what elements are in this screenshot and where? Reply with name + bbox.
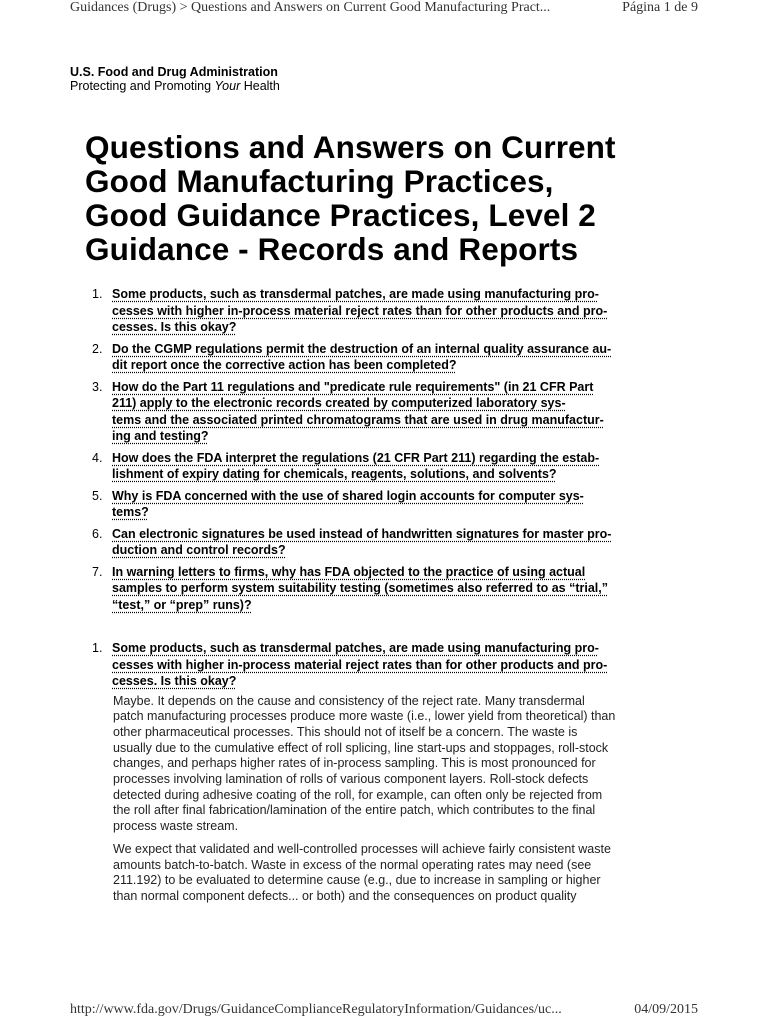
question-number bbox=[85, 341, 112, 374]
answer-paragraph-line: changes, and perhaps higher rates of in-process sampling. This is most pronounced for bbox=[113, 756, 596, 771]
question-number-label: 5. bbox=[92, 488, 103, 503]
answer-question-text bbox=[112, 640, 685, 690]
question-number-label: 2. bbox=[92, 341, 103, 356]
question-text bbox=[112, 379, 685, 445]
question-link-line: “test,” or “prep” runs)? bbox=[112, 597, 252, 612]
question-link-line: lishment of expiry dating for chemicals, reagents, solutions, and solvents? bbox=[112, 467, 557, 481]
agency-tagline-emphasis: Your bbox=[214, 79, 241, 93]
question-link[interactable] bbox=[112, 380, 604, 444]
answer-question-number-label: 1. bbox=[92, 641, 103, 655]
question-list-item bbox=[85, 488, 685, 521]
question-link-line: tems and the associated printed chromatograms that are used in drug manufactur- bbox=[112, 412, 604, 427]
question-list-item bbox=[85, 526, 685, 559]
answer-question-text-line: cesses with higher in-process material reject rates than for other products and pro- bbox=[112, 657, 608, 672]
answer-section bbox=[85, 640, 685, 912]
question-text bbox=[112, 450, 685, 483]
page-title-line: Guidance - Records and Reports bbox=[85, 231, 579, 267]
print-header-breadcrumb: Guidances (Drugs) > Questions and Answers on Current Good Manufacturing Pract... bbox=[70, 0, 551, 15]
page-title bbox=[85, 130, 705, 266]
answer-paragraph-line: than normal component defects... or both) and the consequences on product quality bbox=[113, 888, 577, 903]
question-number-label: 1. bbox=[92, 287, 103, 301]
question-list-item bbox=[85, 564, 685, 614]
question-number bbox=[85, 286, 112, 336]
question-link-line: Can electronic signatures be used instead of handwritten signatures for master pro- bbox=[112, 526, 612, 541]
question-number bbox=[85, 526, 112, 559]
question-list bbox=[85, 286, 685, 618]
question-link-line: 211) apply to the electronic records created by computerized laboratory sys- bbox=[112, 396, 566, 410]
question-link-line: cesses. Is this okay? bbox=[112, 320, 237, 334]
print-header bbox=[70, 0, 698, 18]
agency-tagline-start: Protecting and Promoting bbox=[70, 79, 215, 93]
question-number-label: 6. bbox=[92, 526, 103, 541]
question-link-line: duction and control records? bbox=[112, 543, 286, 557]
question-number bbox=[85, 488, 112, 521]
agency-tagline-end: Health bbox=[240, 79, 280, 93]
question-link[interactable] bbox=[112, 565, 608, 612]
answer-paragraph-line: We expect that validated and well-controlled processes will achieve fairly consistent waste bbox=[113, 841, 611, 856]
question-number-label: 4. bbox=[92, 450, 103, 465]
answer-question-number bbox=[85, 640, 112, 690]
question-link[interactable] bbox=[112, 489, 584, 520]
page-title-line: Questions and Answers on Current bbox=[85, 129, 616, 165]
question-link[interactable] bbox=[112, 451, 599, 482]
answer-paragraph-line: processes involving lamination of rolls of various component layers. Roll-stock defects bbox=[113, 772, 589, 787]
question-link-line: How does the FDA interpret the regulations (21 CFR Part 211) regarding the estab- bbox=[112, 450, 600, 465]
agency-block bbox=[70, 65, 280, 93]
question-link-line: samples to perform system suitability testing (sometimes also referred to as “trial,” bbox=[112, 581, 608, 595]
question-list-item bbox=[85, 286, 685, 336]
answer-body bbox=[113, 694, 685, 905]
question-link-line: How do the Part 11 regulations and "predicate rule requirements" (in 21 CFR Part bbox=[112, 379, 594, 394]
answer-paragraph-line: the roll after final fabrication/lamination of the entire patch, which contributes to the final bbox=[113, 803, 596, 818]
question-link-line: Some products, such as transdermal patches, are made using manufacturing pro- bbox=[112, 287, 599, 301]
print-footer bbox=[70, 1002, 698, 1020]
question-number bbox=[85, 379, 112, 445]
answer-paragraph-line: detected during adhesive coating of the roll, for example, can often only be rejected from bbox=[113, 787, 603, 802]
agency-name: U.S. Food and Drug Administration bbox=[70, 65, 278, 79]
question-list-item bbox=[85, 450, 685, 483]
question-text bbox=[112, 341, 685, 374]
question-text bbox=[112, 526, 685, 559]
answer-question bbox=[85, 640, 685, 690]
question-number bbox=[85, 564, 112, 614]
question-link-line: Do the CGMP regulations permit the destruction of an internal quality assurance au- bbox=[112, 341, 612, 356]
question-number bbox=[85, 450, 112, 483]
question-link-line: cesses with higher in-process material reject rates than for other products and pro- bbox=[112, 303, 608, 318]
answer-paragraph-line: amounts batch-to-batch. Waste in excess of the normal operating rates may need (see bbox=[113, 857, 592, 872]
answer-paragraph-line: patch manufacturing processes produce more waste (i.e., lower yield from theoretical) than bbox=[113, 709, 616, 724]
print-footer-date: 04/09/2015 bbox=[634, 1002, 698, 1017]
question-link[interactable] bbox=[112, 287, 607, 334]
question-link-line: dit report once the corrective action has been completed? bbox=[112, 358, 457, 372]
question-link[interactable] bbox=[112, 527, 611, 558]
question-text bbox=[112, 286, 685, 336]
question-link-line: ing and testing? bbox=[112, 429, 209, 443]
print-header-page-number: Página 1 de 9 bbox=[622, 0, 698, 15]
answer-paragraph-line: 211.192) to be evaluated to determine cause (e.g., due to increase in sampling or higher bbox=[113, 873, 601, 888]
question-link-line: tems? bbox=[112, 505, 149, 519]
question-number-label: 7. bbox=[92, 564, 103, 579]
page-title-line: Good Guidance Practices, Level 2 bbox=[85, 197, 596, 233]
page-title-line: Good Manufacturing Practices, bbox=[85, 163, 554, 199]
answer-paragraph-line: usually due to the cumulative effect of roll splicing, line start-ups and stoppages, roll-stock bbox=[113, 740, 609, 755]
question-link[interactable] bbox=[112, 342, 611, 373]
question-list-item bbox=[85, 341, 685, 374]
question-text bbox=[112, 564, 685, 614]
question-number-label: 3. bbox=[92, 379, 103, 394]
question-link-line: Why is FDA concerned with the use of shared login accounts for computer sys- bbox=[112, 488, 584, 503]
answer-question-text-line: cesses. Is this okay? bbox=[112, 674, 237, 688]
answer-paragraph-line: other pharmaceutical processes. This should not of itself be a concern. The waste is bbox=[113, 724, 578, 739]
answer-question-text-line: Some products, such as transdermal patches, are made using manufacturing pro- bbox=[112, 641, 599, 655]
answer-paragraph-line: Maybe. It depends on the cause and consistency of the reject rate. Many transdermal bbox=[113, 693, 585, 708]
agency-tagline bbox=[70, 79, 280, 93]
question-list-item bbox=[85, 379, 685, 445]
answer-paragraph-line: process waste stream. bbox=[113, 819, 239, 834]
answer-paragraph bbox=[113, 694, 685, 835]
question-link-line: In warning letters to firms, why has FDA objected to the practice of using actual bbox=[112, 564, 586, 579]
answer-paragraph bbox=[113, 842, 685, 905]
question-text bbox=[112, 488, 685, 521]
print-footer-url: http://www.fda.gov/Drugs/GuidanceComplianceRegulatoryInformation/Guidances/uc... bbox=[70, 1002, 562, 1017]
